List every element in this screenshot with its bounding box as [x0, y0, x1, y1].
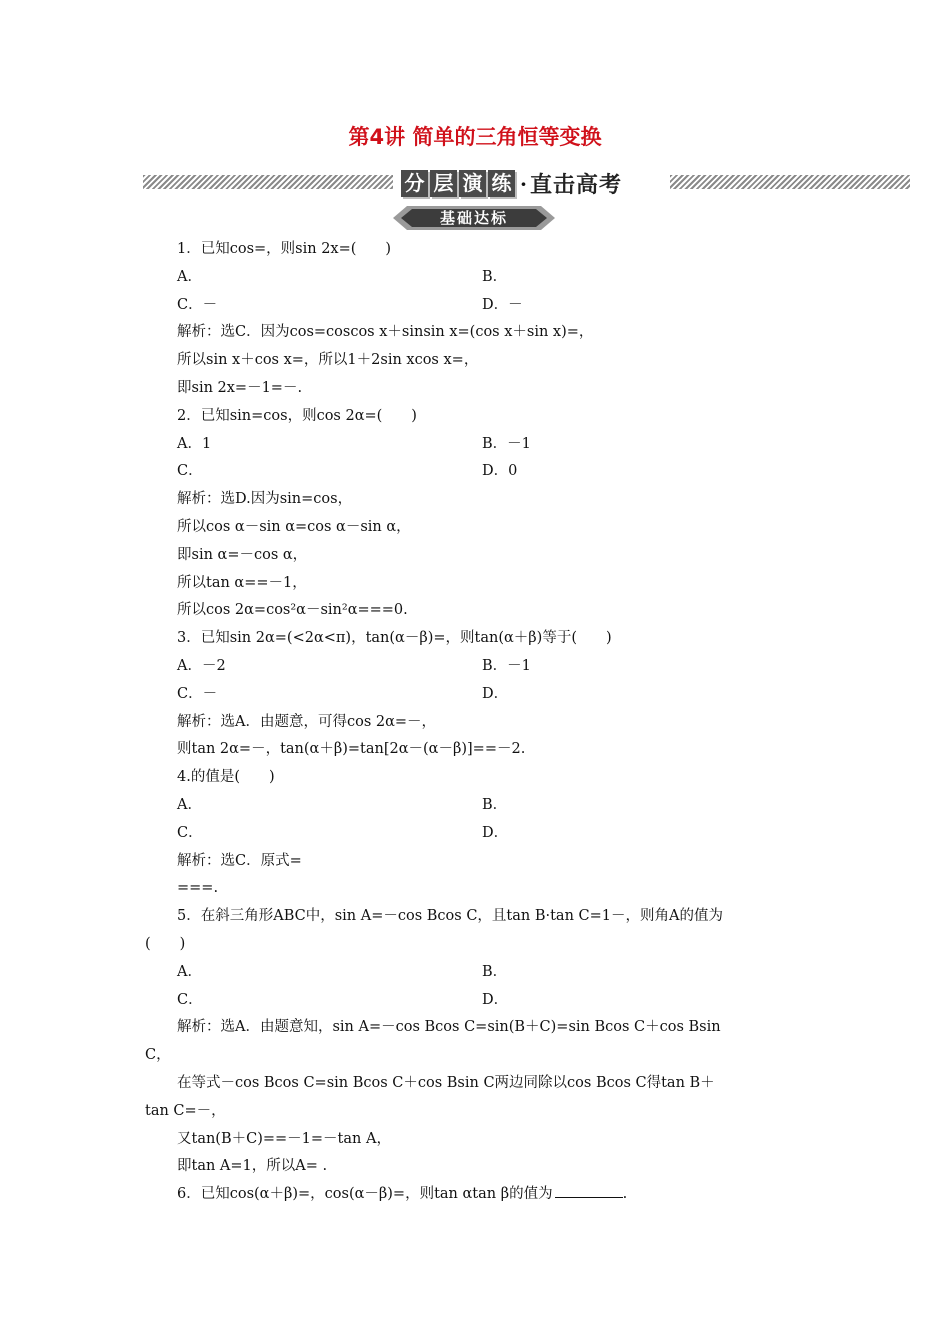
line-text: 6．已知cos(α＋β)=，cos(α－β)=，则tan αtan β的值为: [177, 1186, 553, 1203]
text-line: [145, 736, 815, 764]
text-line: [145, 236, 815, 264]
line-text: 解析：选C．原式=: [177, 852, 302, 869]
line-text: 即sin α=－cos α，: [177, 546, 308, 563]
line-text: 4.的值是( ): [177, 769, 275, 786]
option-right: D．: [482, 824, 509, 841]
option-right: B．－1: [482, 435, 531, 452]
line-text: 在等式－cos Bcos C=sin Bcos C＋cos Bsin C两边同除以cos Bcos C得tan B＋: [177, 1074, 715, 1091]
banner-subtitle: 直击高考: [529, 173, 622, 198]
badge-label: 基础达标: [439, 209, 508, 227]
text-line: [145, 1014, 815, 1042]
line-text: 解析：选C．因为cos=coscos x＋sinsin x=(cos x＋sin x)=，: [177, 324, 594, 341]
line-text: 1．已知cos=，则sin 2x=( ): [177, 241, 392, 257]
text-line: [145, 625, 815, 653]
text-line: [145, 570, 815, 598]
text-line: [145, 848, 815, 876]
banner-dot: ·: [520, 171, 527, 196]
line-text: C，: [145, 1047, 171, 1064]
text-line: [145, 486, 815, 514]
line-text: ===.: [177, 880, 219, 897]
banner-heading: [401, 168, 622, 199]
answer-options-row: [145, 959, 815, 987]
answer-options-row: [145, 792, 815, 820]
option-right: D．: [482, 685, 509, 702]
line-text: 即tan A=1，所以A= .: [177, 1158, 328, 1175]
answer-options-row: [145, 264, 815, 292]
answer-options-row: [145, 431, 815, 459]
line-text: 3．已知sin 2α=(<2α<π)，tan(α－β)=，则tan(α＋β)等于( ): [177, 630, 612, 647]
line-text: 所以cos 2α=cos²α－sin²α===0.: [177, 602, 408, 619]
text-line: [145, 542, 815, 570]
text-line: [145, 1098, 815, 1126]
text-line: [145, 319, 815, 347]
option-left: C．: [177, 463, 203, 480]
line-text: 又tan(B＋C)==－1=－tan A，: [177, 1130, 391, 1147]
option-left: A．－2: [177, 657, 226, 674]
banner-box-4: 练: [488, 170, 515, 197]
answer-options-row: [145, 458, 815, 486]
text-line: [145, 1153, 815, 1181]
option-left: A．: [177, 268, 202, 285]
section-badge: [393, 206, 555, 230]
option-left: A．: [177, 796, 202, 813]
text-line: [145, 709, 815, 737]
option-right: B．: [482, 268, 508, 285]
text-line: [145, 931, 815, 959]
text-line: [145, 1126, 815, 1154]
line-text: ( ): [145, 935, 186, 952]
text-line: [145, 764, 815, 792]
banner-box-3: 演: [459, 170, 486, 197]
option-left: C．－: [177, 685, 218, 702]
text-line: [145, 403, 815, 431]
text-line: [145, 347, 815, 375]
option-left: A．1: [177, 435, 212, 452]
line-text: 解析：选A．由题意，可得cos 2α=－，: [177, 713, 437, 730]
option-left: C．: [177, 824, 203, 841]
banner-hatch-left: [143, 175, 393, 189]
banner-hatch-right: [670, 175, 910, 189]
text-line: [145, 903, 815, 931]
line-suffix: .: [622, 1186, 628, 1203]
banner-box-1: 分: [401, 170, 428, 197]
answer-options-row: [145, 292, 815, 320]
line-text: 5．在斜三角形ABC中，sin A=－cos Bcos C，且tan B·tan C=1－，则角A的值为: [177, 908, 723, 925]
answer-options-row: [145, 653, 815, 681]
text-line: [145, 597, 815, 625]
text-line: [145, 875, 815, 903]
line-text: 解析：选D.因为sin=cos，: [177, 491, 353, 508]
option-right: D．0: [482, 463, 518, 480]
line-text: 2．已知sin=cos，则cos 2α=( ): [177, 407, 417, 424]
text-line: [145, 375, 815, 403]
text-line: [145, 514, 815, 542]
option-right: B．: [482, 796, 508, 813]
option-left: C．－: [177, 296, 218, 313]
text-line: [145, 1070, 815, 1098]
answer-blank: [555, 1181, 623, 1198]
text-line: [145, 1042, 815, 1070]
answer-options-row: [145, 681, 815, 709]
page-title: 第4讲 简单的三角恒等变换: [348, 125, 602, 149]
line-text: 则tan 2α=－，tan(α＋β)=tan[2α－(α－β)]==－2.: [177, 741, 526, 758]
line-text: 所以tan α==－1，: [177, 574, 307, 591]
answer-options-row: [145, 987, 815, 1015]
answer-options-row: [145, 820, 815, 848]
line-text: 所以cos α－sin α=cos α－sin α，: [177, 518, 411, 535]
line-text: 解析：选A．由题意知，sin A=－cos Bcos C=sin(B＋C)=sin Bcos C＋cos Bsin: [177, 1019, 721, 1036]
line-text: tan C=－，: [145, 1102, 226, 1119]
option-right: D．－: [482, 296, 523, 313]
option-right: D．: [482, 991, 509, 1008]
option-left: A．: [177, 963, 202, 980]
line-text: 所以sin x＋cos x=，所以1＋2sin xcos x=，: [177, 352, 479, 369]
line-text: 即sin 2x=－1=－.: [177, 379, 303, 396]
option-right: B．－1: [482, 657, 531, 674]
section-banner: [143, 168, 910, 196]
option-right: B．: [482, 963, 508, 980]
text-line: [145, 1181, 815, 1209]
option-left: C．: [177, 991, 203, 1008]
exercise-content: [145, 236, 815, 1209]
banner-box-2: 层: [430, 170, 457, 197]
